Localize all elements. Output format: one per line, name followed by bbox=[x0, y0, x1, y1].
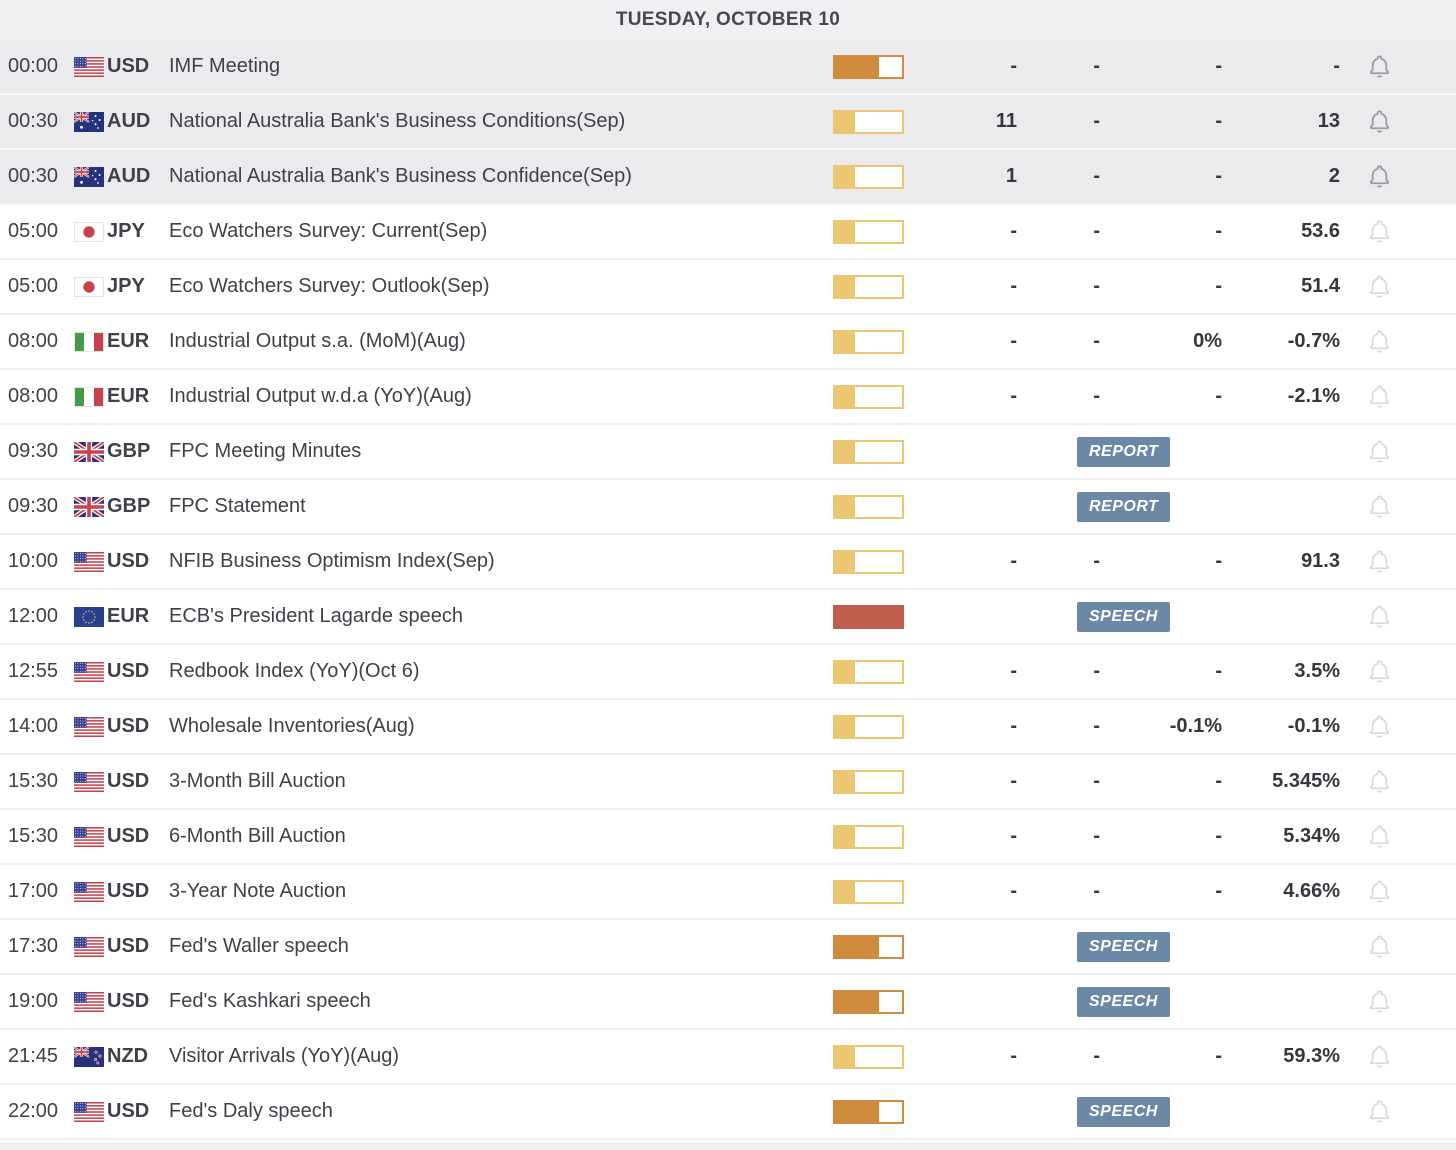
value-col-3: - bbox=[1215, 1045, 1222, 1067]
event-row[interactable] bbox=[0, 480, 1456, 535]
event-row[interactable] bbox=[0, 95, 1456, 150]
us-flag-icon bbox=[74, 992, 104, 1012]
gb-flag-icon bbox=[74, 442, 104, 462]
value-col-4: 5.34% bbox=[1283, 825, 1340, 847]
impact-bar bbox=[833, 550, 904, 574]
event-time: 00:00 bbox=[8, 55, 59, 77]
event-time: 12:00 bbox=[8, 605, 59, 627]
value-col-2: - bbox=[1093, 550, 1100, 572]
event-time: 17:00 bbox=[8, 880, 59, 902]
event-row[interactable] bbox=[0, 865, 1456, 920]
value-col-2: - bbox=[1093, 715, 1100, 737]
currency-code: JPY bbox=[107, 220, 145, 242]
event-type-badge[interactable]: SPEECH bbox=[1077, 932, 1170, 962]
notification-bell-icon[interactable] bbox=[1366, 383, 1393, 410]
value-col-2: - bbox=[1093, 220, 1100, 242]
impact-bar bbox=[833, 825, 904, 849]
currency-code: USD bbox=[107, 935, 150, 957]
currency-code: USD bbox=[107, 1100, 150, 1122]
event-time: 05:00 bbox=[8, 275, 59, 297]
currency-code: USD bbox=[107, 990, 150, 1012]
event-title: Fed's Daly speech bbox=[169, 1100, 333, 1122]
event-type-badge[interactable]: REPORT bbox=[1077, 437, 1170, 467]
value-col-2: - bbox=[1093, 1045, 1100, 1067]
event-type-badge[interactable]: SPEECH bbox=[1077, 1097, 1170, 1127]
impact-bar bbox=[833, 330, 904, 354]
event-title: Eco Watchers Survey: Outlook(Sep) bbox=[169, 275, 490, 297]
event-title: Industrial Output w.d.a (YoY)(Aug) bbox=[169, 385, 472, 407]
event-row[interactable] bbox=[0, 205, 1456, 260]
event-title: ECB's President Lagarde speech bbox=[169, 605, 463, 627]
value-col-2: - bbox=[1093, 275, 1100, 297]
value-col-3: - bbox=[1215, 385, 1222, 407]
value-col-1: - bbox=[1010, 220, 1017, 242]
event-title: 3-Year Note Auction bbox=[169, 880, 347, 902]
value-col-2: - bbox=[1093, 55, 1100, 77]
value-col-3: - bbox=[1215, 880, 1222, 902]
event-title: National Australia Bank's Business Confidence(Sep) bbox=[169, 165, 632, 187]
event-row[interactable] bbox=[0, 645, 1456, 700]
event-row[interactable] bbox=[0, 1030, 1456, 1085]
value-col-2: - bbox=[1093, 880, 1100, 902]
event-row[interactable] bbox=[0, 975, 1456, 1030]
event-row[interactable] bbox=[0, 700, 1456, 755]
impact-bar bbox=[833, 275, 904, 299]
currency-code: EUR bbox=[107, 385, 150, 407]
value-col-1: - bbox=[1010, 1045, 1017, 1067]
event-row[interactable] bbox=[0, 535, 1456, 590]
value-col-2: - bbox=[1093, 165, 1100, 187]
impact-bar bbox=[833, 660, 904, 684]
value-col-3: - bbox=[1215, 825, 1222, 847]
event-title: National Australia Bank's Business Conditions(Sep) bbox=[169, 110, 626, 132]
impact-bar bbox=[833, 440, 904, 464]
impact-bar bbox=[833, 935, 904, 959]
us-flag-icon bbox=[74, 937, 104, 957]
currency-code: USD bbox=[107, 770, 150, 792]
value-col-1: - bbox=[1010, 550, 1017, 572]
value-col-4: 53.6 bbox=[1301, 220, 1340, 242]
us-flag-icon bbox=[74, 827, 104, 847]
notification-bell-icon[interactable] bbox=[1366, 988, 1393, 1015]
currency-code: JPY bbox=[107, 275, 145, 297]
impact-bar bbox=[833, 110, 904, 134]
event-time: 15:30 bbox=[8, 770, 59, 792]
notification-bell-icon[interactable] bbox=[1366, 53, 1393, 80]
value-col-4: 51.4 bbox=[1301, 275, 1340, 297]
au-flag-icon bbox=[74, 167, 104, 187]
value-col-2: - bbox=[1093, 330, 1100, 352]
value-col-2: - bbox=[1093, 385, 1100, 407]
value-col-2: - bbox=[1093, 825, 1100, 847]
gb-flag-icon bbox=[74, 497, 104, 517]
event-row[interactable] bbox=[0, 425, 1456, 480]
us-flag-icon bbox=[74, 552, 104, 572]
value-col-1: - bbox=[1010, 660, 1017, 682]
notification-bell-icon[interactable] bbox=[1366, 328, 1393, 355]
event-type-badge[interactable]: REPORT bbox=[1077, 492, 1170, 522]
value-col-1: - bbox=[1010, 770, 1017, 792]
it-flag-icon bbox=[74, 387, 104, 407]
it-flag-icon bbox=[74, 332, 104, 352]
event-row[interactable] bbox=[0, 755, 1456, 810]
currency-code: EUR bbox=[107, 605, 150, 627]
value-col-2: - bbox=[1093, 110, 1100, 132]
notification-bell-icon[interactable] bbox=[1366, 548, 1393, 575]
currency-code: GBP bbox=[107, 440, 151, 462]
event-time: 22:00 bbox=[8, 1100, 59, 1122]
event-time: 12:55 bbox=[8, 660, 59, 682]
impact-bar bbox=[833, 165, 904, 189]
event-title: IMF Meeting bbox=[169, 55, 281, 77]
impact-bar bbox=[833, 495, 904, 519]
value-col-1: - bbox=[1010, 825, 1017, 847]
notification-bell-icon[interactable] bbox=[1366, 108, 1393, 135]
value-col-3: -0.1% bbox=[1169, 715, 1222, 737]
day-header-title: TUESDAY, OCTOBER 10 bbox=[615, 8, 841, 30]
impact-bar bbox=[833, 385, 904, 409]
event-time: 00:30 bbox=[8, 165, 59, 187]
currency-code: USD bbox=[107, 880, 150, 902]
value-col-1: - bbox=[1010, 880, 1017, 902]
event-time: 15:30 bbox=[8, 825, 59, 847]
value-col-2: - bbox=[1093, 770, 1100, 792]
event-row[interactable] bbox=[0, 260, 1456, 315]
nz-flag-icon bbox=[74, 1047, 104, 1067]
notification-bell-icon[interactable] bbox=[1366, 163, 1393, 190]
event-title: Eco Watchers Survey: Current(Sep) bbox=[169, 220, 488, 242]
event-time: 09:30 bbox=[8, 440, 59, 462]
impact-bar bbox=[833, 220, 904, 244]
notification-bell-icon[interactable] bbox=[1366, 218, 1393, 245]
value-col-1: - bbox=[1010, 715, 1017, 737]
currency-code: USD bbox=[107, 825, 150, 847]
us-flag-icon bbox=[74, 662, 104, 682]
currency-code: USD bbox=[107, 660, 150, 682]
value-col-2: - bbox=[1093, 660, 1100, 682]
currency-code: AUD bbox=[107, 110, 151, 132]
event-row[interactable] bbox=[0, 1085, 1456, 1140]
event-title: Visitor Arrivals (YoY)(Aug) bbox=[169, 1045, 400, 1067]
event-title: NFIB Business Optimism Index(Sep) bbox=[169, 550, 495, 572]
us-flag-icon bbox=[74, 1102, 104, 1122]
impact-bar bbox=[833, 605, 904, 629]
currency-code: USD bbox=[107, 55, 150, 77]
notification-bell-icon[interactable] bbox=[1366, 768, 1393, 795]
day-header bbox=[0, 0, 1456, 40]
impact-bar bbox=[833, 715, 904, 739]
event-row[interactable] bbox=[0, 810, 1456, 865]
notification-bell-icon[interactable] bbox=[1366, 713, 1393, 740]
event-title: Wholesale Inventories(Aug) bbox=[169, 715, 415, 737]
event-time: 09:30 bbox=[8, 495, 59, 517]
notification-bell-icon[interactable] bbox=[1366, 493, 1393, 520]
currency-code: USD bbox=[107, 550, 150, 572]
notification-bell-icon[interactable] bbox=[1366, 273, 1393, 300]
event-title: 6-Month Bill Auction bbox=[169, 825, 346, 847]
value-col-1: - bbox=[1010, 330, 1017, 352]
event-title: Fed's Kashkari speech bbox=[169, 990, 371, 1012]
value-col-3: - bbox=[1215, 660, 1222, 682]
event-time: 10:00 bbox=[8, 550, 59, 572]
jp-flag-icon bbox=[74, 222, 104, 242]
event-row[interactable] bbox=[0, 590, 1456, 645]
au-flag-icon bbox=[74, 112, 104, 132]
value-col-3: - bbox=[1215, 110, 1222, 132]
value-col-1: 1 bbox=[1005, 165, 1017, 187]
notification-bell-icon[interactable] bbox=[1366, 438, 1393, 465]
us-flag-icon bbox=[74, 882, 104, 902]
value-col-4: -0.7% bbox=[1287, 330, 1340, 352]
value-col-4: 5.345% bbox=[1272, 770, 1340, 792]
value-col-3: - bbox=[1215, 770, 1222, 792]
event-row[interactable] bbox=[0, 370, 1456, 425]
value-col-3: 0% bbox=[1193, 330, 1222, 352]
event-time: 08:00 bbox=[8, 330, 59, 352]
event-time: 17:30 bbox=[8, 935, 59, 957]
jp-flag-icon bbox=[74, 277, 104, 297]
event-title: 3-Month Bill Auction bbox=[169, 770, 346, 792]
currency-code: EUR bbox=[107, 330, 150, 352]
event-time: 08:00 bbox=[8, 385, 59, 407]
eu-flag-icon bbox=[74, 607, 104, 627]
currency-code: USD bbox=[107, 715, 150, 737]
currency-code: GBP bbox=[107, 495, 151, 517]
value-col-4: 13 bbox=[1317, 110, 1340, 132]
value-col-3: - bbox=[1215, 165, 1222, 187]
impact-bar bbox=[833, 1045, 904, 1069]
notification-bell-icon[interactable] bbox=[1366, 1043, 1393, 1070]
notification-bell-icon[interactable] bbox=[1366, 933, 1393, 960]
event-title: Fed's Waller speech bbox=[169, 935, 349, 957]
value-col-3: - bbox=[1215, 275, 1222, 297]
event-time: 21:45 bbox=[8, 1045, 59, 1067]
event-title: Industrial Output s.a. (MoM)(Aug) bbox=[169, 330, 466, 352]
value-col-3: - bbox=[1215, 55, 1222, 77]
event-list bbox=[0, 40, 1456, 1140]
event-row[interactable] bbox=[0, 40, 1456, 95]
value-col-4: 59.3% bbox=[1283, 1045, 1340, 1067]
value-col-3: - bbox=[1215, 550, 1222, 572]
event-title: Redbook Index (YoY)(Oct 6) bbox=[169, 660, 420, 682]
us-flag-icon bbox=[74, 772, 104, 792]
impact-bar bbox=[833, 55, 904, 79]
currency-code: NZD bbox=[107, 1045, 149, 1067]
notification-bell-icon[interactable] bbox=[1366, 823, 1393, 850]
value-col-4: -2.1% bbox=[1287, 385, 1340, 407]
value-col-1: - bbox=[1010, 275, 1017, 297]
value-col-4: - bbox=[1333, 55, 1340, 77]
next-day-header-partial bbox=[0, 1143, 1456, 1150]
event-title: FPC Statement bbox=[169, 495, 306, 517]
value-col-4: 4.66% bbox=[1283, 880, 1340, 902]
event-row[interactable] bbox=[0, 315, 1456, 370]
notification-bell-icon[interactable] bbox=[1366, 603, 1393, 630]
impact-bar bbox=[833, 770, 904, 794]
value-col-4: 91.3 bbox=[1301, 550, 1340, 572]
event-time: 00:30 bbox=[8, 110, 59, 132]
value-col-4: 2 bbox=[1328, 165, 1340, 187]
value-col-1: - bbox=[1010, 55, 1017, 77]
currency-code: AUD bbox=[107, 165, 151, 187]
event-row[interactable] bbox=[0, 150, 1456, 205]
notification-bell-icon[interactable] bbox=[1366, 1098, 1393, 1125]
notification-bell-icon[interactable] bbox=[1366, 878, 1393, 905]
event-title: FPC Meeting Minutes bbox=[169, 440, 362, 462]
event-time: 05:00 bbox=[8, 220, 59, 242]
event-row[interactable] bbox=[0, 920, 1456, 975]
impact-bar bbox=[833, 990, 904, 1014]
event-time: 19:00 bbox=[8, 990, 59, 1012]
us-flag-icon bbox=[74, 717, 104, 737]
value-col-3: - bbox=[1215, 220, 1222, 242]
impact-bar bbox=[833, 1100, 904, 1124]
event-type-badge[interactable]: SPEECH bbox=[1077, 987, 1170, 1017]
value-col-1: - bbox=[1010, 385, 1017, 407]
event-type-badge[interactable]: SPEECH bbox=[1077, 602, 1170, 632]
impact-bar bbox=[833, 880, 904, 904]
value-col-4: 3.5% bbox=[1294, 660, 1340, 682]
us-flag-icon bbox=[74, 57, 104, 77]
notification-bell-icon[interactable] bbox=[1366, 658, 1393, 685]
value-col-1: 11 bbox=[995, 110, 1017, 132]
event-time: 14:00 bbox=[8, 715, 59, 737]
value-col-4: -0.1% bbox=[1287, 715, 1340, 737]
